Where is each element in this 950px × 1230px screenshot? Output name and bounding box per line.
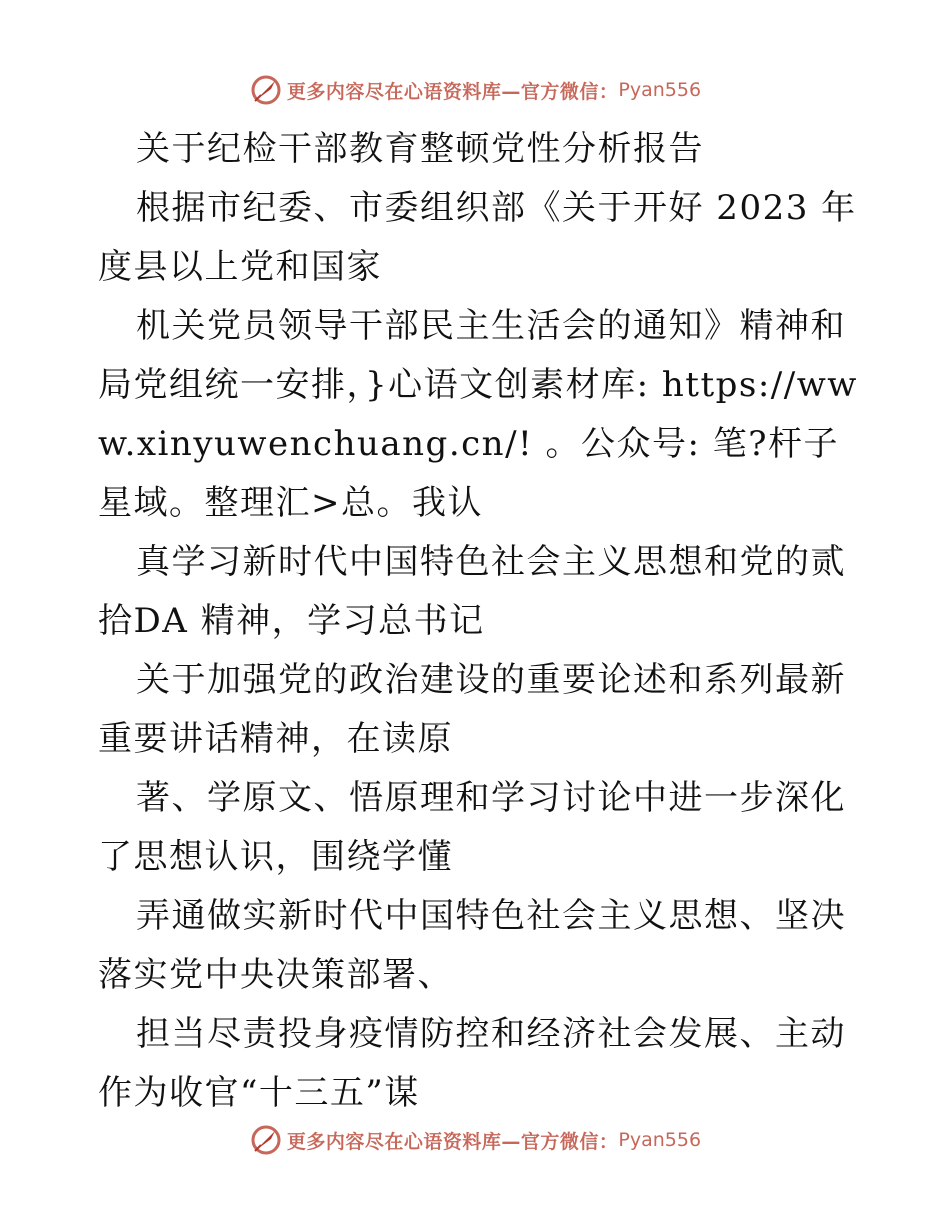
paragraph: 根据市纪委、市委组织部《关于开好 2023 年度县以上党和国家 xyxy=(98,188,857,287)
banner-text: 更多内容尽在心语资料库—官方微信： xyxy=(286,1130,619,1153)
header-watermark xyxy=(0,70,950,110)
paragraph: 弄通做实新时代中国特色社会主义思想、坚决落实党中央决策部署、 xyxy=(98,896,846,995)
paragraph: 担当尽责投身疫情防控和经济社会发展、主动作为收官“十三五”谋 xyxy=(98,1014,846,1113)
paragraph: 关于加强党的政治建设的重要论述和系列最新重要讲话精神，在读原 xyxy=(98,660,846,759)
document-body xyxy=(98,120,858,1123)
banner-wechat: Pyan556 xyxy=(618,1129,702,1151)
paragraph: 机关党员领导干部民主生活会的通知》精神和局党组统一安排，}心语文创素材库: https://www.xinyuwenchuang.cn/! 。公众号: 笔?杆子星域。整理汇>总。我认 xyxy=(98,306,858,523)
quill-logo-icon xyxy=(249,1123,283,1157)
banner-wechat: Pyan556 xyxy=(618,79,702,101)
banner-text: 更多内容尽在心语资料库—官方微信： xyxy=(286,80,619,103)
paragraph-title: 关于纪检干部教育整顿党性分析报告 xyxy=(136,129,704,169)
quill-logo-icon xyxy=(249,73,283,107)
footer-watermark xyxy=(0,1120,950,1160)
paragraph: 著、学原文、悟原理和学习讨论中进一步深化了思想认识，围绕学懂 xyxy=(98,778,846,877)
paragraph: 真学习新时代中国特色社会主义思想和党的贰拾DA 精神，学习总书记 xyxy=(98,542,846,641)
